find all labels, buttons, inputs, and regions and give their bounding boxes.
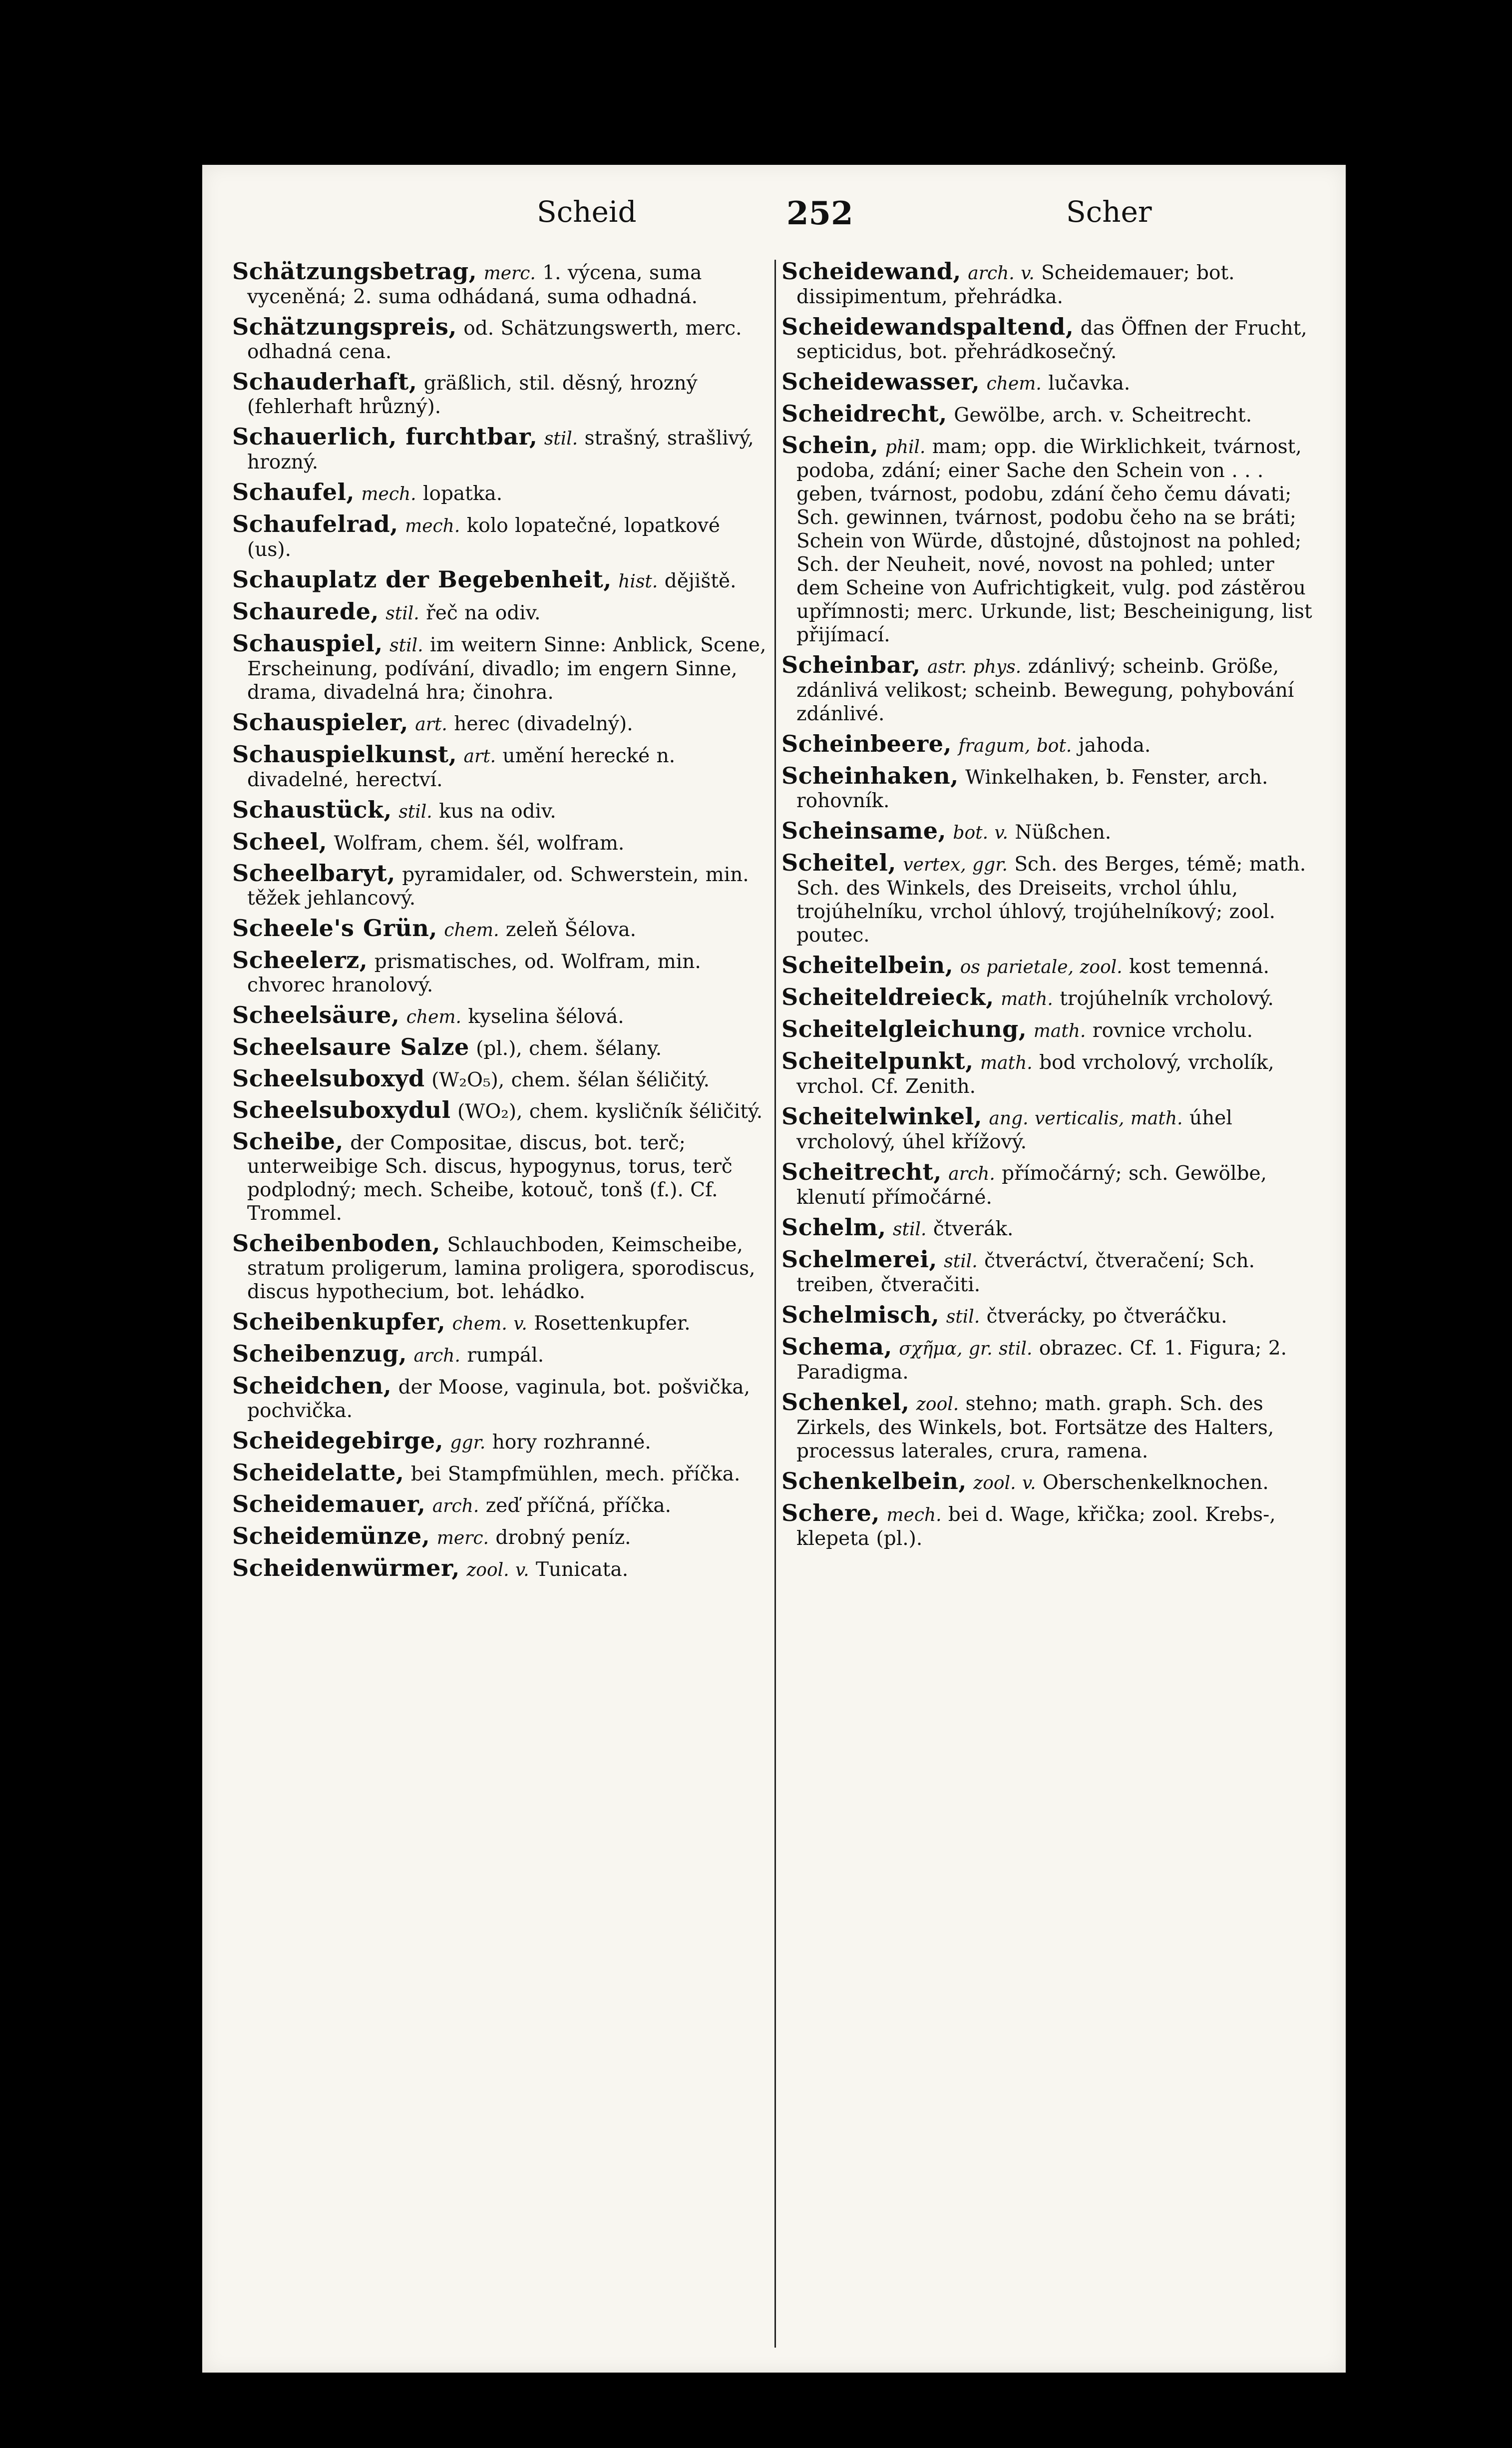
entry-domain-tag: math. [1033,1021,1086,1041]
dictionary-entry [232,512,766,561]
entry-domain-tag: merc. [436,1528,489,1548]
entry-definition: zeleň Šélova. [505,919,637,941]
dictionary-entry [781,1501,1316,1550]
entry-headword: Scheitrecht, [781,1158,942,1185]
entry-headword: Scheinhaken, [781,762,959,789]
entry-definition: hory rozhranné. [492,1431,651,1454]
header-left-guideword: Scheid [537,195,637,229]
entry-domain-tag: arch. [948,1164,995,1184]
entry-definition: zeď příčná, příčka. [485,1494,671,1517]
entry-headword: Schätzungsbetrag, [232,258,477,285]
dictionary-entry [232,743,766,792]
entry-definition: lopatka. [423,483,503,505]
entry-definition: (pl.), chem. šélany. [476,1037,662,1060]
entry-domain-tag: stil. [385,603,419,624]
dictionary-entry [232,1374,766,1423]
entry-headword: Scheelbaryt, [232,860,395,887]
dictionary-entry [232,862,766,910]
entry-domain-tag: stil. [544,429,578,449]
dictionary-page [202,165,1346,2373]
entry-headword: Scheelsuboxyd [232,1065,425,1092]
dictionary-entry [232,798,766,824]
entry-headword: Scheitelwinkel, [781,1103,983,1130]
entry-definition: obrazec. Cf. 1. Figura; 2. Paradigma. [796,1337,1287,1384]
entry-domain-tag: os parietale, zool. [960,957,1123,978]
entry-definition: kolo lopatečné, lopatkové (us). [247,514,721,561]
dictionary-entry [781,653,1316,726]
entry-definition: přímočárný; sch. Gewölbe, klenutí přímočárné. [796,1162,1267,1209]
entry-definition: Winkelhaken, b. Fenster, arch. rohovník. [796,766,1268,812]
entry-definition: Scheidemauer; bot. dissipimentum, přehrádka. [796,262,1235,308]
entry-headword: Scheidemauer, [232,1490,426,1517]
entry-definition: Nüßchen. [1015,821,1112,844]
entry-domain-tag: ang. verticalis, math. [989,1108,1183,1129]
entry-definition: drobný peníz. [495,1526,631,1549]
dictionary-entry [781,1248,1316,1297]
entry-headword: Schere, [781,1499,880,1526]
entry-definition: Gewölbe, arch. v. Scheitrecht. [954,404,1252,427]
entry-domain-tag: phil. [885,437,926,458]
entry-domain-tag: stil. [944,1251,978,1272]
entry-domain-tag: math. [1001,989,1053,1009]
dictionary-entry [232,917,766,942]
entry-headword: Scheinbar, [781,651,921,678]
entry-headword: Schauspieler, [232,709,408,736]
entry-definition: bod vrcholový, vrcholík, vrchol. Cf. Zenith. [796,1051,1274,1098]
dictionary-entry [232,370,766,419]
entry-domain-tag: σχῆμα, gr. stil. [899,1339,1033,1359]
entry-headword: Scheidenwürmer, [232,1554,460,1581]
entry-headword: Schelm, [781,1214,886,1241]
entry-headword: Scheibe, [232,1128,344,1155]
entry-headword: Scheidelatte, [232,1459,404,1486]
entry-definition: das Öffnen der Frucht, septicidus, bot. přehrádkosečný. [796,317,1307,363]
entry-definition: strašný, strašlivý, hrozný. [247,427,754,474]
entry-definition: der Moose, vaginula, bot. pošvička, pochvička. [247,1376,751,1422]
column-divider [774,260,776,2348]
entry-headword: Scheitelgleichung, [781,1015,1027,1042]
entry-definition: zdánlivý; scheinb. Größe, zdánlivá velikost; scheinb. Bewegung, pohybování zdánlivé. [796,655,1294,725]
header-right-guideword: Scher [1066,195,1152,229]
entry-headword: Schauspielkunst, [232,741,457,768]
dictionary-entry [781,1216,1316,1241]
dictionary-entry [781,1017,1316,1043]
entry-headword: Scheidemünze, [232,1522,430,1549]
entry-headword: Schema, [781,1333,892,1360]
entry-headword: Schätzungspreis, [232,313,457,340]
entry-headword: Scheelsuboxydul [232,1096,451,1123]
entry-headword: Scheibenzug, [232,1340,407,1367]
entry-headword: Scheidegebirge, [232,1427,444,1454]
entry-headword: Scheiteldreieck, [781,983,994,1010]
entry-definition: (W₂O₅), chem. šélan šéličitý. [431,1069,710,1091]
dictionary-entry [781,851,1316,947]
dictionary-entry [232,632,766,704]
dictionary-entry [232,1035,766,1060]
entry-definition: rovnice vrcholu. [1092,1019,1253,1042]
entry-headword: Scheibenkupfer, [232,1308,446,1335]
dictionary-entry [232,600,766,625]
entry-domain-tag: arch. [413,1346,460,1366]
dictionary-entry [232,1556,766,1582]
entry-headword: Schelmerei, [781,1246,937,1273]
entry-definition: stehno; math. graph. Sch. des Zirkels, des Winkels, bot. Fortsätze des Halters, processus laterales, crura, ramena. [796,1393,1274,1463]
two-column-body [232,260,1316,2348]
entry-definition: Sch. des Berges, témě; math. Sch. des Winkels, des Dreiseits, vrchol úhlu, trojúhelníku, vrchol úhlový, trojúhelníkový; zool. poutec. [796,853,1306,947]
entry-domain-tag: bot. v. [953,823,1009,843]
dictionary-entry [232,1067,766,1092]
entry-headword: Scheinsame, [781,817,947,844]
entry-domain-tag: vertex, ggr. [903,855,1008,875]
dictionary-entry [781,315,1316,364]
entry-headword: Schauderhaft, [232,368,417,395]
entry-definition: bei Stampfmühlen, mech. příčka. [410,1463,741,1485]
dictionary-entry [232,425,766,474]
entry-definition: Schlauchboden, Keimscheibe, stratum proligerum, lamina proligera, sporodiscus, discus hypothecium, bot. lehádko. [247,1234,756,1303]
entry-definition: Wolfram, chem. šél, wolfram. [334,832,625,855]
dictionary-entry [781,1049,1316,1098]
entry-domain-tag: arch. [432,1496,479,1516]
entry-headword: Scheidchen, [232,1372,392,1399]
entry-definition: čtverák. [933,1218,1014,1240]
entry-definition: kost temenná. [1129,956,1270,978]
dictionary-entry [232,481,766,506]
entry-headword: Scheidrecht, [781,400,947,427]
dictionary-entry [232,568,766,593]
entry-definition: lučavka. [1048,372,1131,395]
dictionary-entry [781,260,1316,309]
entry-headword: Scheelsaure Salze [232,1033,469,1060]
entry-domain-tag: mech. [405,516,460,536]
entry-headword: Scheidewasser, [781,368,980,395]
dictionary-entry [232,711,766,736]
entry-definition: od. Schätzungswerth, merc. odhadná cena. [247,317,742,363]
dictionary-entry [781,732,1316,758]
entry-definition: řeč na odiv. [426,602,541,624]
entry-definition: Tunicata. [535,1558,629,1581]
dictionary-entry [232,1130,766,1225]
entry-definition: Oberschenkelknochen. [1042,1471,1269,1494]
entry-domain-tag: chem. v. [452,1314,527,1334]
dictionary-entry [232,1429,766,1455]
dictionary-entry [781,1160,1316,1209]
dictionary-entry [232,1342,766,1368]
entry-domain-tag: mech. [886,1505,942,1525]
entry-headword: Schaufel, [232,479,355,505]
entry-domain-tag: zool. [916,1394,959,1415]
entry-domain-tag: stil. [398,802,432,822]
entry-headword: Schauplatz der Begebenheit, [232,566,612,593]
entry-definition: 1. výcena, suma vyceněná; 2. suma odhádaná, suma odhadná. [247,262,702,308]
dictionary-entry [232,1492,766,1518]
left-column [232,260,766,2348]
dictionary-entry [781,954,1316,979]
entry-domain-tag: fragum, bot. [958,736,1072,756]
dictionary-entry [232,949,766,997]
entry-headword: Scheidewand, [781,258,961,285]
dictionary-entry [232,830,766,855]
entry-headword: Schaurede, [232,598,379,625]
entry-domain-tag: math. [980,1053,1033,1073]
dictionary-entry [232,1461,766,1486]
entry-definition: úhel vrcholový, úhel křížový. [796,1107,1232,1153]
entry-headword: Scheidewandspaltend, [781,313,1074,340]
dictionary-entry [781,1391,1316,1463]
entry-domain-tag: zool. v. [973,1473,1036,1493]
entry-definition: umění herecké n. divadelné, herectví. [247,745,676,791]
entry-domain-tag: astr. phys. [927,657,1022,677]
dictionary-entry [781,370,1316,396]
entry-headword: Schauspiel, [232,630,383,657]
entry-domain-tag: stil. [946,1307,980,1327]
entry-headword: Schenkelbein, [781,1468,967,1494]
entry-definition: bei d. Wage, křička; zool. Krebs-, klepeta (pl.). [796,1503,1276,1550]
entry-definition: der Compositae, discus, bot. terč; unterweibige Sch. discus, hypogynus, torus, terč podplodný; mech. Scheibe, kotouč, tonš (f.). Cf. Trommel. [247,1132,733,1225]
entry-definition: dějiště. [664,570,737,592]
entry-definition: rumpál. [467,1344,544,1367]
entry-definition: pyramidaler, od. Schwerstein, min. těžek jehlancový. [247,864,749,910]
dictionary-entry [232,1003,766,1029]
dictionary-entry [781,819,1316,845]
entry-headword: Scheinbeere, [781,730,952,757]
entry-domain-tag: art. [415,714,447,735]
right-column [781,260,1316,2348]
entry-domain-tag: chem. [986,374,1042,394]
entry-headword: Scheitel, [781,849,896,876]
dictionary-entry [781,434,1316,647]
entry-domain-tag: stil. [389,635,423,656]
entry-domain-tag: chem. [406,1007,461,1027]
entry-headword: Schelmisch, [781,1301,940,1328]
dictionary-entry [781,764,1316,813]
dictionary-entry [232,315,766,364]
entry-headword: Schaustück, [232,796,392,823]
entry-definition: jahoda. [1078,734,1151,757]
entry-domain-tag: ggr. [450,1433,486,1453]
entry-definition: čtverácky, po čtveráčku. [986,1305,1227,1328]
dictionary-entry [781,1335,1316,1384]
entry-definition: prismatisches, od. Wolfram, min. chvorec hranolový. [247,951,701,996]
entry-headword: Schein, [781,432,879,459]
entry-definition: gräßlich, stil. děsný, hrozný (fehlerhaft hrůzný). [247,372,698,418]
dictionary-entry [781,402,1316,427]
entry-definition: čtveráctví, čtveračení; Sch. treiben, čtveračiti. [796,1250,1255,1296]
entry-headword: Scheelerz, [232,947,368,974]
entry-headword: Schenkel, [781,1389,910,1416]
entry-headword: Scheibenboden, [232,1230,441,1257]
entry-definition: (WO₂), chem. kysličník šéličitý. [457,1100,763,1123]
entry-headword: Scheitelpunkt, [781,1047,974,1074]
entry-definition: mam; opp. die Wirklichkeit, tvárnost, podoba, zdání; einer Sache den Schein von . . . geben, tvárnost, podobu, zdání čeho čemu dávati; Sch. gewinnen, tvárnost, podobu čeho na se bráti; Schein von Würde, důstojné, důstojnost na pohled; Sch. der Neuheit, nové, novost na pohled; unter dem Scheine von Aufrichtigkeit, vulg. pod zástěrou upřímnosti; merc. Urkunde, list; Bescheinigung, list přijímací. [796,436,1312,646]
entry-headword: Schaufelrad, [232,510,398,537]
page-header [202,195,1346,240]
entry-headword: Scheele's Grün, [232,915,437,942]
entry-domain-tag: stil. [893,1219,927,1240]
dictionary-entry [232,260,766,309]
dictionary-entry [781,1303,1316,1329]
entry-headword: Scheel, [232,828,328,855]
dictionary-entry [232,1098,766,1123]
entry-domain-tag: art. [463,746,496,767]
entry-domain-tag: arch. v. [968,263,1035,284]
entry-domain-tag: mech. [361,484,416,504]
dictionary-entry [232,1524,766,1550]
dictionary-entry [781,985,1316,1011]
entry-headword: Scheelsäure, [232,1001,400,1028]
entry-definition: Rosettenkupfer. [534,1312,691,1335]
dictionary-entry [781,1469,1316,1495]
dictionary-entry [232,1232,766,1304]
dictionary-entry [232,1310,766,1336]
entry-definition: kyselina šélová. [468,1005,624,1028]
entry-domain-tag: hist. [618,571,658,592]
entry-headword: Schauerlich, furchtbar, [232,423,538,450]
entry-domain-tag: zool. v. [466,1560,529,1580]
entry-definition: kus na odiv. [439,800,556,823]
entry-definition: herec (divadelný). [454,713,633,735]
entry-domain-tag: chem. [444,920,499,941]
entry-definition: trojúhelník vrcholový. [1060,987,1274,1010]
entry-domain-tag: merc. [483,263,536,284]
page-number: 252 [786,195,853,232]
entry-headword: Scheitelbein, [781,952,954,979]
dictionary-entry [781,1105,1316,1154]
entry-definition: im weitern Sinne: Anblick, Scene, Erscheinung, podívání, divadlo; im engern Sinne, drama, divadelná hra; činohra. [247,634,766,704]
